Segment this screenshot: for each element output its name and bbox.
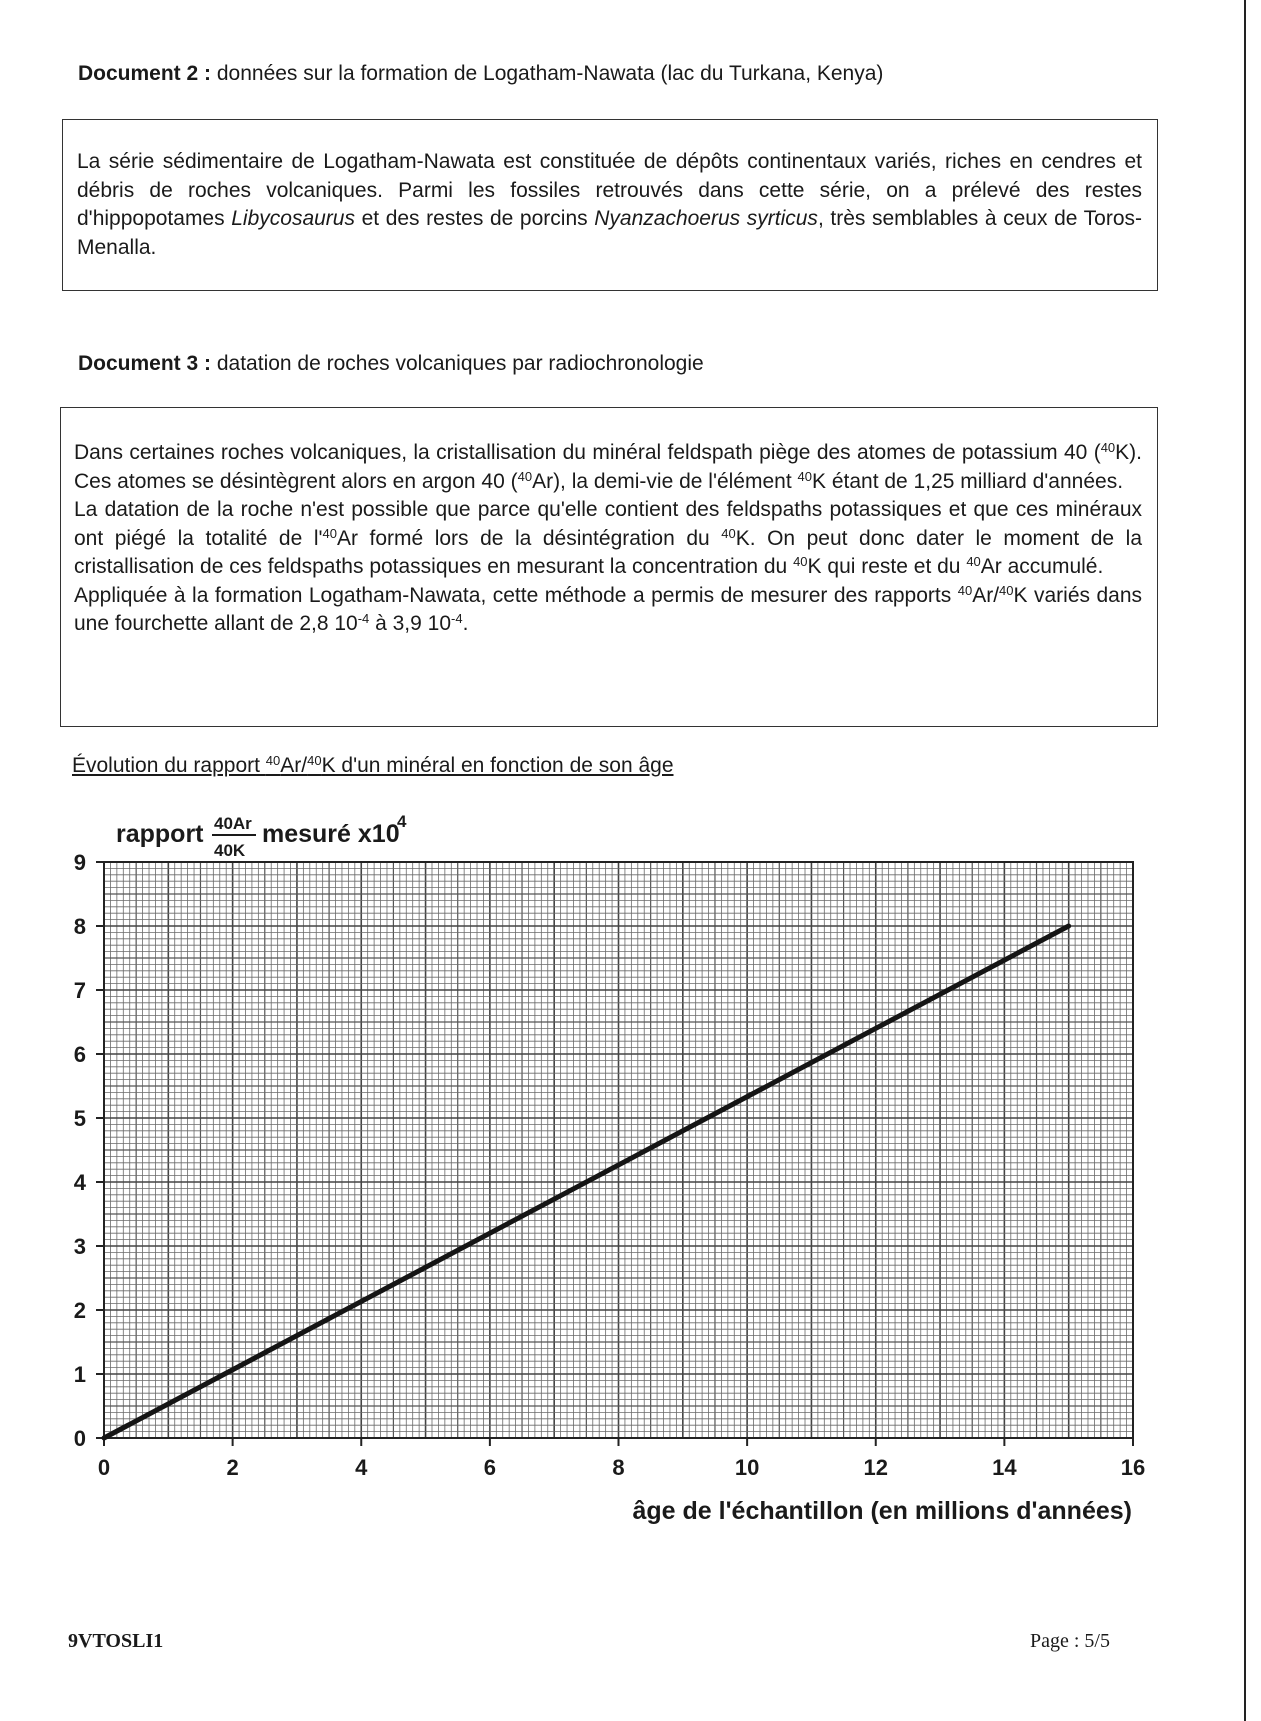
- doc3-paragraph-1: Dans certaines roches volcaniques, la cristallisation du minéral feldspath piège des atomes de potassium 40 ($^{40}$K). Ces atomes se désintègrent alors en argon 40 ($^{40}$Ar), la demi-vie de l'élément $^{40}$K étant de 1,25 milliard d'années.: [74, 440, 1142, 493]
- x-tick-label: 4: [355, 1455, 368, 1480]
- x-tick-label: 0: [97, 1455, 111, 1480]
- y-tick-label: 8: [73, 914, 86, 939]
- doc3-title: datation de roches volcaniques par radiochronologie: [216, 352, 704, 375]
- footer-page: Page : 5/5: [1030, 1630, 1110, 1652]
- y-axis-title-suffix: mesuré x10: [262, 820, 400, 848]
- y-tick-label: 2: [73, 1298, 86, 1323]
- x-tick-label: 2: [226, 1455, 239, 1480]
- x-tick-label: 6: [483, 1455, 496, 1480]
- y-tick-label: 6: [73, 1042, 86, 1067]
- y-tick-label: 1: [73, 1362, 86, 1387]
- y-tick-label: 7: [73, 978, 86, 1003]
- doc3-label: Document 3 :: [78, 352, 212, 375]
- x-tick-label: 12: [863, 1455, 888, 1480]
- doc2-paragraph: La série sédimentaire de Logatham-Nawata est constituée de dépôts continentaux variés, riches en cendres et débris de roches volcaniques. Parmi les fossiles retrouvés dans cette série, on a prélevé des restes d'hippopotames Libycosaurus et des restes de porcins Nyanzachoerus syrticus, très semblables à ceux de Toros-Menalla.: [77, 150, 1143, 259]
- doc2-label: Document 2 :: [78, 62, 212, 85]
- doc3-paragraph-2: La datation de la roche n'est possible que parce qu'elle contient des feldspaths potassiques et que ces minéraux ont piégé la totalité de $l'^{40}Ar$ formé lors de la désintégration du $^{40}$K. On peut donc dater le moment de la cristallisation de ces feldspaths potassiques en mesurant la concentration du $^{40}$K qui reste et du $^{40}$Ar accumulé.: [74, 498, 1142, 578]
- doc3-paragraph-3: Appliquée à la formation Logatham-Nawata, cette méthode a permis de mesurer des rapports $^{40}$Ar/$^{40}$K variés dans une fourchette allant de 2,8 $10^{-4}$ à 3,9 $10^{-4}$.: [74, 582, 1142, 635]
- y-tick-label: 9: [73, 850, 86, 875]
- x-tick-label: 10: [734, 1455, 760, 1480]
- x-tick-label: 14: [992, 1455, 1017, 1480]
- y-tick-label: 4: [73, 1170, 86, 1195]
- y-axis-title: [116, 812, 407, 860]
- chart-caption: Évolution du rapport $^{40}$Ar/$^{40}$K d'un minéral en fonction de son âge: [72, 753, 674, 777]
- doc2-title: données sur la formation de Logatham-Nawata (lac du Turkana, Kenya): [216, 62, 884, 85]
- x-tick-label: 8: [612, 1455, 625, 1480]
- chart-grid: [104, 862, 1133, 1438]
- y-tick-label: 0: [73, 1426, 86, 1451]
- x-tick-label: 16: [1120, 1455, 1146, 1480]
- y-axis-title-denominator: 40K: [214, 841, 246, 860]
- y-tick-label: 5: [73, 1106, 86, 1131]
- y-axis-title-exponent: 4: [397, 812, 407, 831]
- y-tick-label: 3: [73, 1234, 86, 1259]
- y-axis-title-numerator: 40Ar: [214, 814, 252, 833]
- x-axis-title: âge de l'échantillon (en millions d'années): [632, 1497, 1132, 1525]
- y-axis-title-prefix: rapport: [116, 820, 204, 848]
- footer-code: 9VTOSLI1: [68, 1630, 164, 1652]
